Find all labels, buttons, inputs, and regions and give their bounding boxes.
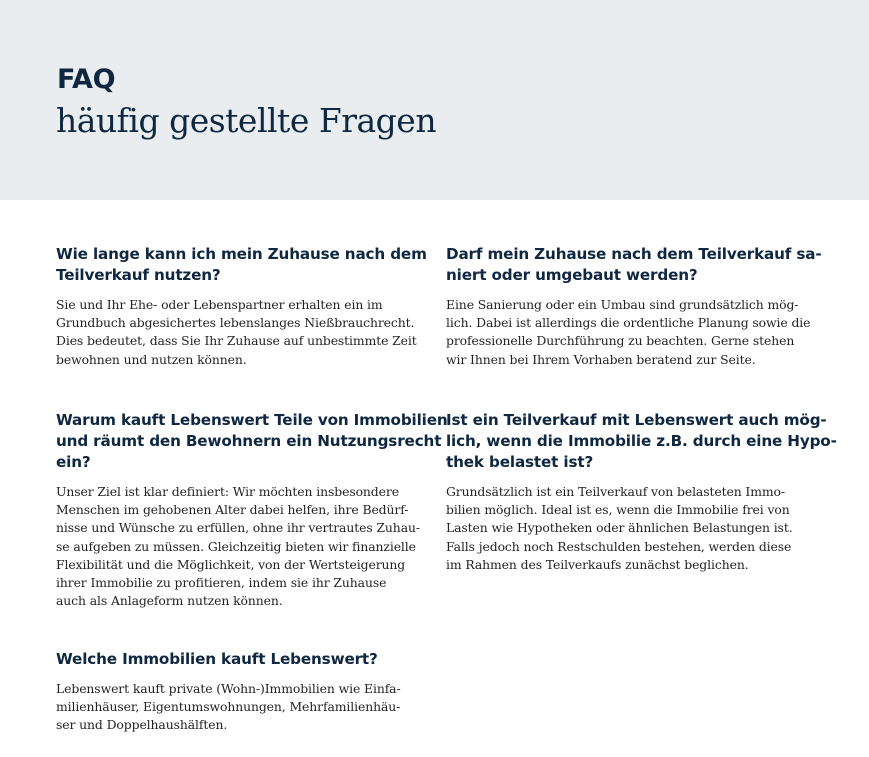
faq-question	[56, 649, 416, 670]
faq-question	[446, 410, 837, 473]
faq-question-line: Warum kauft Lebenswert Teile von Immobilien	[56, 411, 448, 429]
faq-answer-line: wir Ihnen bei Ihrem Vorhaben beratend zur Seite.	[446, 351, 756, 367]
faq-answer-line: bilien möglich. Ideal ist es, wenn die Immobilie frei von	[446, 502, 790, 518]
faq-question-line: Ist ein Teilverkauf mit Lebenswert auch mög-	[446, 411, 827, 429]
faq-answer	[56, 680, 416, 735]
faq-answer-line: Grundbuch abgesichertes lebenslanges Nießbrauchrecht.	[56, 315, 415, 331]
faq-answer-line: bewohnen und nutzen können.	[56, 351, 247, 367]
faq-item	[56, 649, 416, 735]
faq-answer-line: milienhäuser, Eigentumswohnungen, Mehrfamilienhäu-	[56, 699, 401, 715]
faq-answer-line: im Rahmen des Teilverkaufs zunächst beglichen.	[446, 556, 749, 572]
faq-question-line: und räumt den Bewohnern ein Nutzungsrecht	[56, 432, 442, 450]
faq-answer-line: Dies bedeutet, dass Sie Ihr Zuhause auf unbestimmte Zeit	[56, 333, 417, 349]
faq-answer-line: nisse und Wünsche zu erfüllen, ohne ihr vertrautes Zuhau-	[56, 520, 420, 536]
faq-question-line: Wie lange kann ich mein Zuhause nach dem	[56, 245, 427, 263]
page-title: FAQ	[57, 64, 116, 95]
faq-question	[56, 244, 427, 286]
faq-answer-line: professionelle Durchführung zu beachten. Gerne stehen	[446, 333, 795, 349]
faq-answer	[56, 296, 416, 369]
faq-answer-line: ser und Doppelhaushälften.	[56, 717, 228, 733]
faq-question	[446, 244, 822, 286]
faq-answer-line: Menschen im gehobenen Alter dabei helfen, ihre Bedürf-	[56, 502, 409, 518]
faq-item	[56, 410, 448, 610]
faq-answer-line: auch als Anlageform nutzen können.	[56, 593, 283, 609]
faq-answer-line: ihrer Immobilie zu profitieren, indem sie ihr Zuhause	[56, 575, 387, 591]
faq-answer	[446, 483, 806, 574]
faq-answer-line: Flexibilität und die Möglichkeit, von der Wertsteigerung	[56, 556, 406, 572]
faq-answer-line: Sie und Ihr Ehe- oder Lebenspartner erhalten ein im	[56, 297, 383, 312]
faq-answer-line: Eine Sanierung oder ein Umbau sind grundsätzlich mög-	[446, 297, 799, 312]
faq-answer-line: Falls jedoch noch Restschulden bestehen, werden diese	[446, 538, 792, 554]
faq-answer	[446, 296, 811, 369]
faq-question-line: Teilverkauf nutzen?	[56, 266, 221, 284]
faq-answer	[56, 483, 420, 610]
page-subtitle: häufig gestellte Fragen	[56, 101, 437, 140]
faq-question-line: niert oder umgebaut werden?	[446, 266, 698, 284]
faq-question	[56, 410, 448, 473]
faq-answer-line: Lebenswert kauft private (Wohn-)Immobilien wie Einfa-	[56, 681, 401, 696]
faq-question-line: thek belastet ist?	[446, 453, 594, 471]
faq-question-line: ein?	[56, 453, 91, 471]
faq-item	[446, 244, 822, 369]
faq-answer-line: lich. Dabei ist allerdings die ordentliche Planung sowie die	[446, 315, 811, 331]
faq-item	[446, 410, 837, 574]
faq-item	[56, 244, 427, 369]
faq-question-line: Welche Immobilien kauft Lebenswert?	[56, 650, 378, 668]
faq-answer-line: se aufgeben zu müssen. Gleichzeitig bieten wir finanzielle	[56, 538, 416, 554]
faq-answer-line: Unser Ziel ist klar definiert: Wir möchten insbesondere	[56, 484, 399, 499]
faq-answer-line: Grundsätzlich ist ein Teilverkauf von belasteten Immo-	[446, 484, 785, 499]
faq-answer-line: Lasten wie Hypotheken oder ähnlichen Belastungen ist.	[446, 520, 793, 536]
faq-question-line: Darf mein Zuhause nach dem Teilverkauf sa-	[446, 245, 822, 263]
faq-question-line: lich, wenn die Immobilie z.B. durch eine Hypo-	[446, 432, 837, 450]
